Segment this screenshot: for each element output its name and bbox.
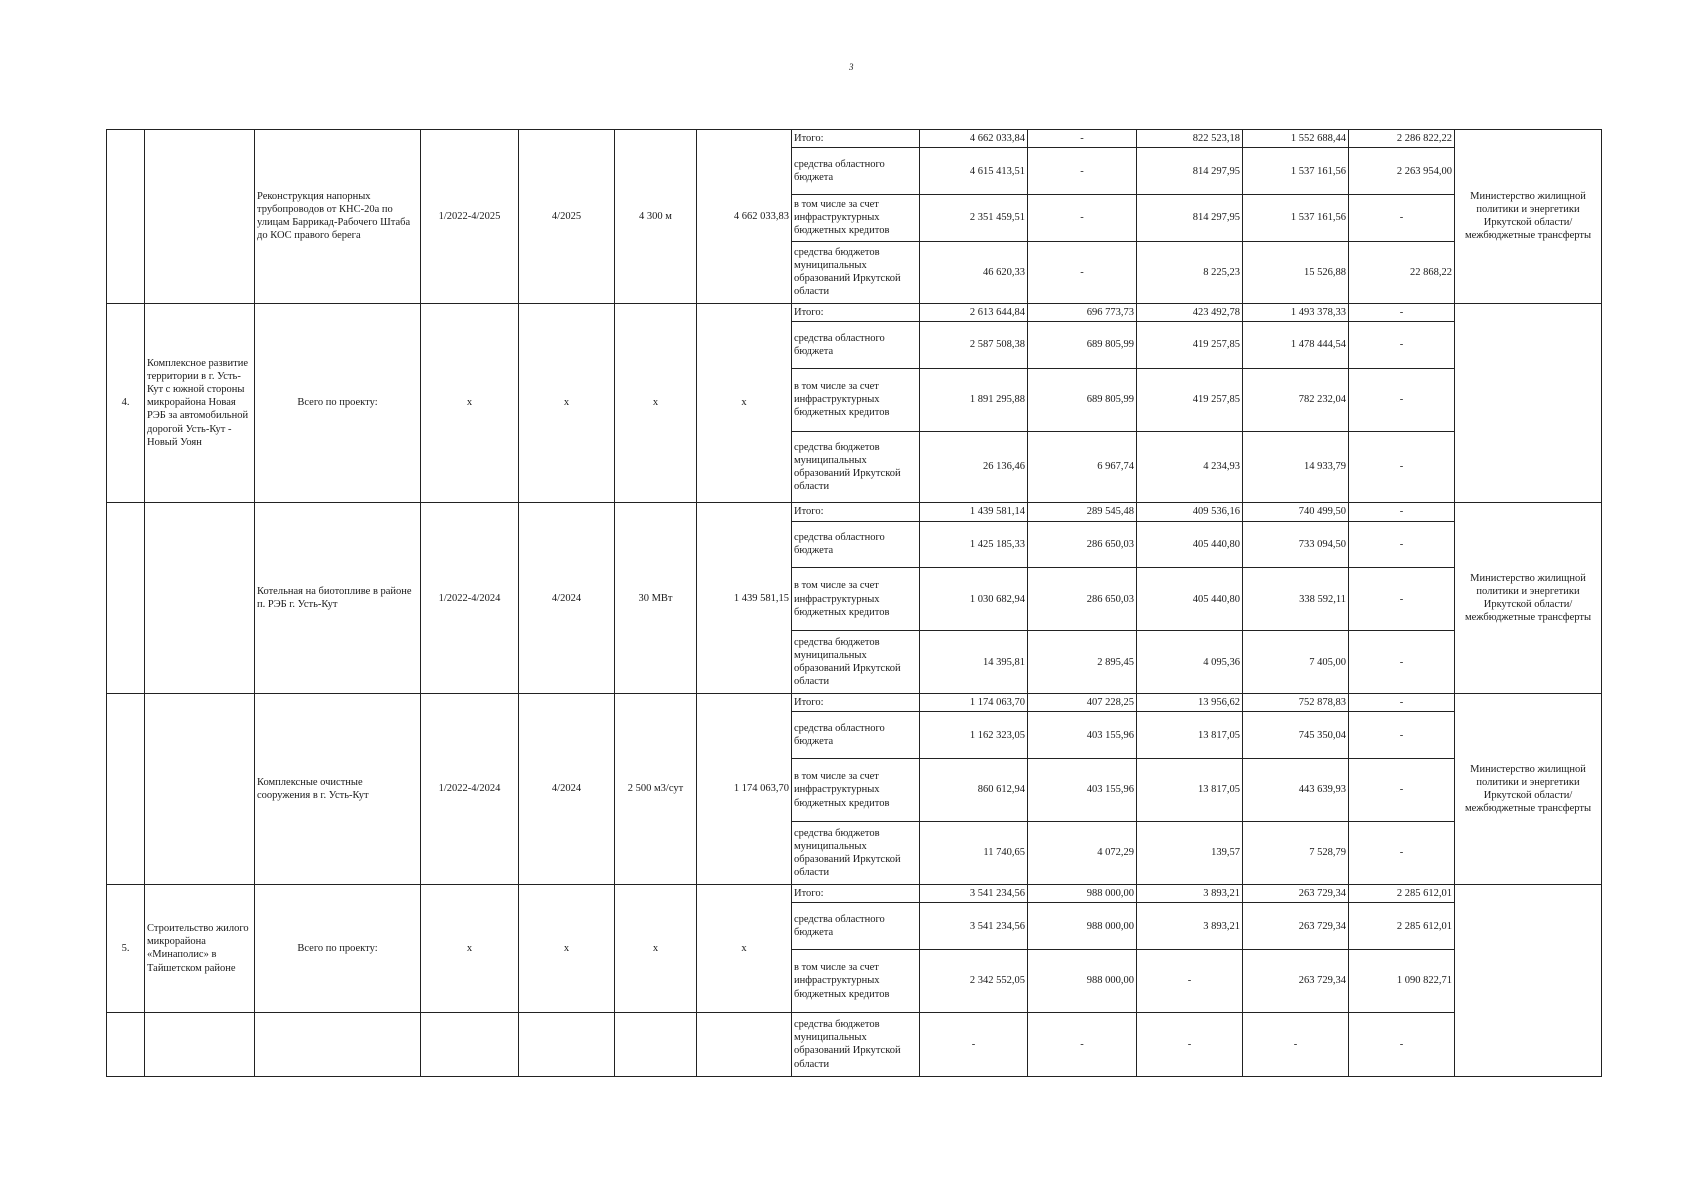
value-total: 1 162 323,05 [920,712,1028,759]
responsible-executor: Министерство жилищной политики и энергетики Иркутской области/ межбюджетные трансферты [1455,503,1602,694]
row-number-empty [107,1012,145,1076]
value-2025: 2 286 822,22 [1349,130,1455,148]
label-total: Итого: [792,130,920,148]
value-2022: 4 072,29 [1028,822,1137,885]
value-2022: 286 650,03 [1028,521,1137,568]
value-2024: 1 537 161,56 [1243,148,1349,195]
row-number [107,503,145,694]
commissioning-date: 4/2025 [519,130,615,304]
implementation-period: 1/2022-4/2024 [421,503,519,694]
table-row [107,130,1602,148]
investment-project-name [145,694,255,885]
value-total: 26 136,46 [920,431,1028,503]
value-2025: - [1349,631,1455,694]
value-2024: 7 528,79 [1243,822,1349,885]
value-total: 1 425 185,33 [920,521,1028,568]
value-2025: 22 868,22 [1349,241,1455,303]
value-2023: 409 536,16 [1137,503,1243,521]
label-municipal-budget: средства бюджетов муниципальных образований Иркутской области [792,241,920,303]
estimated-cost: х [697,884,792,1012]
value-total: 14 395,81 [920,631,1028,694]
implementation-period: 1/2022-4/2024 [421,694,519,885]
label-total: Итого: [792,303,920,321]
row-number [107,694,145,885]
label-regional-budget: средства областного бюджета [792,148,920,195]
value-2023: 13 817,05 [1137,712,1243,759]
capacity: 30 МВт [615,503,697,694]
label-regional-budget: средства областного бюджета [792,321,920,368]
row-number [107,130,145,304]
investment-project-name: Строительство жилого микрорайона «Минаполис» в Тайшетском районе [145,884,255,1012]
value-2024: 1 552 688,44 [1243,130,1349,148]
value-total: 1 030 682,94 [920,568,1028,631]
responsible-executor: Министерство жилищной политики и энергетики Иркутской области/ межбюджетные трансферты [1455,694,1602,885]
value-2025: - [1349,568,1455,631]
value-2024: - [1243,1012,1349,1076]
value-2023: 405 440,80 [1137,568,1243,631]
value-2022: 403 155,96 [1028,712,1137,759]
value-2025: - [1349,822,1455,885]
value-2024: 1 478 444,54 [1243,321,1349,368]
value-2022: 2 895,45 [1028,631,1137,694]
value-2022: 696 773,73 [1028,303,1137,321]
value-2022: - [1028,241,1137,303]
object-name: Всего по проекту: [255,884,421,1012]
label-regional-budget: средства областного бюджета [792,903,920,950]
value-2024: 263 729,34 [1243,884,1349,902]
value-2025: - [1349,694,1455,712]
value-2022: - [1028,1012,1137,1076]
value-2025: - [1349,368,1455,431]
value-2025: - [1349,303,1455,321]
investment-project-name: Комплексное развитие территории в г. Усть-Кут с южной стороны микрорайона Новая РЭБ за автомобильной дорогой Усть-Кут - Новый Уоян [145,303,255,503]
value-2024: 15 526,88 [1243,241,1349,303]
value-2023: 139,57 [1137,822,1243,885]
table-row [107,884,1602,902]
value-2023: 814 297,95 [1137,195,1243,242]
value-2024: 1 493 378,33 [1243,303,1349,321]
value-2023: 822 523,18 [1137,130,1243,148]
value-2024: 733 094,50 [1243,521,1349,568]
budget-table [106,129,1602,1077]
capacity-empty [615,1012,697,1076]
value-2022: - [1028,148,1137,195]
value-2023: 13 956,62 [1137,694,1243,712]
value-2022: - [1028,130,1137,148]
value-2022: 988 000,00 [1028,903,1137,950]
label-total: Итого: [792,884,920,902]
implementation-period: х [421,884,519,1012]
value-2024: 14 933,79 [1243,431,1349,503]
value-2022: 689 805,99 [1028,368,1137,431]
value-2025: - [1349,321,1455,368]
value-2025: - [1349,759,1455,822]
object-name: Котельная на биотопливе в районе п. РЭБ г. Усть-Кут [255,503,421,694]
label-municipal-budget: средства бюджетов муниципальных образований Иркутской области [792,1012,920,1076]
investment-project-name-empty [145,1012,255,1076]
value-2024: 263 729,34 [1243,903,1349,950]
value-2023: 13 817,05 [1137,759,1243,822]
label-municipal-budget: средства бюджетов муниципальных образований Иркутской области [792,431,920,503]
value-total: 860 612,94 [920,759,1028,822]
value-2024: 1 537 161,56 [1243,195,1349,242]
value-total: 4 615 413,51 [920,148,1028,195]
value-2025: 2 263 954,00 [1349,148,1455,195]
page-number: 3 [849,62,854,72]
value-2022: 6 967,74 [1028,431,1137,503]
value-2025: - [1349,195,1455,242]
value-2024: 745 350,04 [1243,712,1349,759]
investment-project-name [145,503,255,694]
value-2023: 4 095,36 [1137,631,1243,694]
capacity: 2 500 м3/сут [615,694,697,885]
value-2025: - [1349,1012,1455,1076]
value-total: 2 587 508,38 [920,321,1028,368]
label-infra-credits: в том числе за счет инфраструктурных бюджетных кредитов [792,368,920,431]
estimated-cost: х [697,303,792,503]
value-total: - [920,1012,1028,1076]
label-municipal-budget: средства бюджетов муниципальных образований Иркутской области [792,822,920,885]
commissioning-date: х [519,884,615,1012]
row-number: 5. [107,884,145,1012]
value-total: 2 342 552,05 [920,949,1028,1012]
value-2022: 403 155,96 [1028,759,1137,822]
value-total: 2 351 459,51 [920,195,1028,242]
value-2023: 423 492,78 [1137,303,1243,321]
value-2024: 7 405,00 [1243,631,1349,694]
value-2023: 419 257,85 [1137,321,1243,368]
table-body [107,130,1602,1077]
label-infra-credits: в том числе за счет инфраструктурных бюджетных кредитов [792,759,920,822]
object-name-empty [255,1012,421,1076]
label-regional-budget: средства областного бюджета [792,521,920,568]
value-total: 3 541 234,56 [920,903,1028,950]
responsible-executor [1455,303,1602,503]
value-2023: 419 257,85 [1137,368,1243,431]
label-regional-budget: средства областного бюджета [792,712,920,759]
estimated-cost: 1 174 063,70 [697,694,792,885]
value-total: 11 740,65 [920,822,1028,885]
object-name: Комплексные очистные сооружения в г. Усть-Кут [255,694,421,885]
value-2022: 289 545,48 [1028,503,1137,521]
value-2022: 988 000,00 [1028,884,1137,902]
label-municipal-budget: средства бюджетов муниципальных образований Иркутской области [792,631,920,694]
commissioning-date-empty [519,1012,615,1076]
label-infra-credits: в том числе за счет инфраструктурных бюджетных кредитов [792,195,920,242]
value-2023: - [1137,949,1243,1012]
capacity: х [615,884,697,1012]
object-name: Реконструкция напорных трубопроводов от КНС-20а по улицам Баррикад-Рабочего Штаба до КОС правого берега [255,130,421,304]
commissioning-date: 4/2024 [519,694,615,885]
label-total: Итого: [792,503,920,521]
label-total: Итого: [792,694,920,712]
value-2024: 752 878,83 [1243,694,1349,712]
value-2024: 338 592,11 [1243,568,1349,631]
capacity: 4 300 м [615,130,697,304]
value-2025: 2 285 612,01 [1349,884,1455,902]
value-2024: 782 232,04 [1243,368,1349,431]
value-2022: 407 228,25 [1028,694,1137,712]
commissioning-date: 4/2024 [519,503,615,694]
responsible-executor: Министерство жилищной политики и энергетики Иркутской области/ межбюджетные трансферты [1455,130,1602,304]
value-2023: 405 440,80 [1137,521,1243,568]
investment-project-name [145,130,255,304]
estimated-cost: 4 662 033,83 [697,130,792,304]
value-total: 4 662 033,84 [920,130,1028,148]
value-2025: - [1349,712,1455,759]
value-2022: 286 650,03 [1028,568,1137,631]
value-2022: 689 805,99 [1028,321,1137,368]
value-2022: - [1028,195,1137,242]
value-total: 1 439 581,14 [920,503,1028,521]
responsible-executor [1455,884,1602,1076]
value-2024: 443 639,93 [1243,759,1349,822]
implementation-period: 1/2022-4/2025 [421,130,519,304]
estimated-cost: 1 439 581,15 [697,503,792,694]
value-2024: 740 499,50 [1243,503,1349,521]
table-row [107,303,1602,321]
implementation-period: х [421,303,519,503]
value-2023: 3 893,21 [1137,903,1243,950]
implementation-period-empty [421,1012,519,1076]
value-2023: 8 225,23 [1137,241,1243,303]
table-row [107,503,1602,521]
value-2023: 3 893,21 [1137,884,1243,902]
object-name: Всего по проекту: [255,303,421,503]
value-total: 1 174 063,70 [920,694,1028,712]
row-number: 4. [107,303,145,503]
value-2025: 2 285 612,01 [1349,903,1455,950]
value-2025: - [1349,503,1455,521]
value-total: 2 613 644,84 [920,303,1028,321]
value-2022: 988 000,00 [1028,949,1137,1012]
label-infra-credits: в том числе за счет инфраструктурных бюджетных кредитов [792,568,920,631]
value-2025: - [1349,521,1455,568]
table-row [107,694,1602,712]
value-total: 3 541 234,56 [920,884,1028,902]
value-2025: 1 090 822,71 [1349,949,1455,1012]
value-2025: - [1349,431,1455,503]
label-infra-credits: в том числе за счет инфраструктурных бюджетных кредитов [792,949,920,1012]
capacity: х [615,303,697,503]
commissioning-date: х [519,303,615,503]
value-2023: 4 234,93 [1137,431,1243,503]
value-2023: 814 297,95 [1137,148,1243,195]
value-total: 1 891 295,88 [920,368,1028,431]
estimated-cost-empty [697,1012,792,1076]
value-total: 46 620,33 [920,241,1028,303]
value-2023: - [1137,1012,1243,1076]
table-row [107,1012,1602,1076]
value-2024: 263 729,34 [1243,949,1349,1012]
